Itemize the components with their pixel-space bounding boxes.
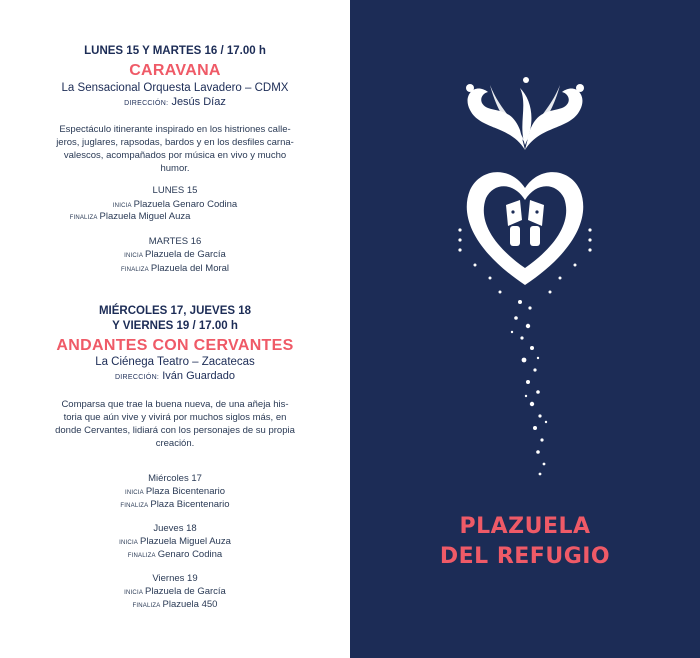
end-label: FINALIZA — [69, 215, 98, 221]
start-label: INICIA — [124, 253, 144, 259]
description-line: toria que aún vive y vivirá por muchos siglos más, en — [63, 412, 287, 423]
cover-panel — [350, 0, 700, 658]
director-label: DIRECCIÓN: — [124, 100, 169, 107]
event1-day2-end — [0, 263, 350, 276]
event2-date-line2: Y VIERNES 19 / 17.00 h — [112, 320, 238, 332]
director-label: DIRECCIÓN: — [114, 374, 160, 381]
director-name: Jesús Díaz — [171, 96, 226, 108]
description-line: humor. — [160, 163, 190, 174]
start-label: INICIA — [124, 590, 144, 596]
venue-title-line2: DEL REFUGIO — [439, 544, 611, 569]
end-label: FINALIZA — [127, 553, 156, 559]
start-place: Plazuela de García — [145, 586, 226, 597]
start-label: INICIA — [119, 540, 139, 546]
event2-day2-name: Jueves 18 — [153, 523, 197, 534]
event2-day1-end — [0, 499, 350, 512]
event1-day1-end — [0, 211, 305, 224]
event2-date-line1: MIÉRCOLES 17, JUEVES 18 — [98, 305, 252, 317]
end-place: Plazuela 450 — [162, 599, 218, 610]
director-name: Iván Guardado — [162, 370, 236, 382]
start-label: INICIA — [124, 490, 144, 496]
end-place: Genaro Codina — [157, 549, 223, 560]
end-place: Plaza Bicentenario — [150, 499, 230, 510]
description-line: creación. — [155, 438, 195, 449]
event1-director — [0, 95, 350, 111]
event1-description — [40, 123, 310, 175]
event1-day2-start — [0, 249, 350, 262]
end-place: Plazuela Miguel Auza — [99, 211, 191, 222]
start-place: Plazuela de García — [145, 249, 226, 260]
event2-title: ANDANTES CON CERVANTES — [56, 337, 294, 354]
event2-day1-name: Miércoles 17 — [148, 473, 202, 484]
description-line: Comparsa que trae la buena nueva, de una añeja his- — [61, 399, 289, 410]
start-place: Plaza Bicentenario — [145, 486, 226, 497]
description-line: valescos, acompañados por música en vivo y mucho — [63, 150, 287, 161]
start-place: Plazuela Genaro Codina — [133, 199, 238, 210]
event1-company: La Sensacional Orquesta Lavadero – CDMX — [61, 82, 289, 94]
end-label: FINALIZA — [132, 603, 161, 609]
event2-day3-start — [0, 586, 350, 599]
event2-day2-end — [0, 549, 350, 562]
start-place: Plazuela Miguel Auza — [140, 536, 231, 547]
description-line: Espectáculo itinerante inspirado en los histriones calle- — [59, 124, 291, 135]
event2-director — [0, 369, 350, 385]
event1-title: CARAVANA — [129, 62, 221, 79]
papel-picado-heart-icon — [440, 70, 610, 480]
event2-company: La Ciénega Teatro – Zacatecas — [95, 356, 255, 368]
event2-description — [40, 398, 310, 450]
start-label: INICIA — [112, 203, 132, 209]
end-label: FINALIZA — [120, 267, 149, 273]
end-label: FINALIZA — [120, 503, 149, 509]
end-place: Plazuela del Moral — [150, 263, 230, 274]
venue-title — [350, 512, 700, 572]
event2-day3-name: Viernes 19 — [152, 573, 198, 584]
description-line: donde Cervantes, lidiará con los personajes de su propia — [55, 425, 295, 436]
event1-date: LUNES 15 Y MARTES 16 / 17.00 h — [84, 45, 266, 57]
event1-day2-name: MARTES 16 — [148, 236, 202, 247]
event1-day1-name: LUNES 15 — [152, 185, 198, 196]
event2-day3-end — [0, 599, 350, 612]
event2-day2-start — [0, 536, 350, 549]
description-line: jeros, juglares, rapsodas, bardos y en los desfiles carna- — [56, 137, 294, 148]
event2-day1-start — [0, 486, 350, 499]
venue-title-line1: PLAZUELA — [459, 514, 591, 539]
